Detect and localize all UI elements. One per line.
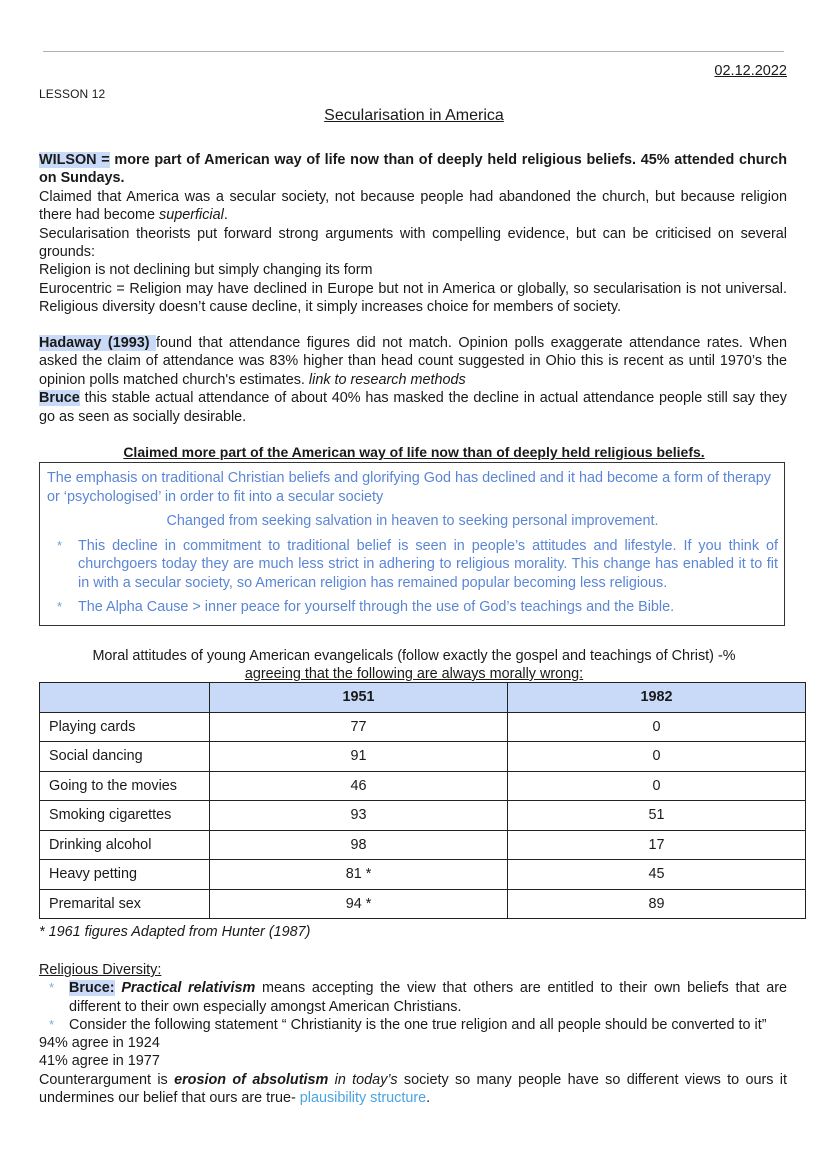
table-caption: Moral attitudes of young American evangelicals (follow exactly the gospel and teachings of Christ) -% agreeing that the following are always morally wrong: [92, 648, 736, 682]
table-row: Playing cards 77 0 [40, 712, 806, 742]
wilson-paragraph-4: Eurocentric = Religion may have declined in Europe but not in America or globally, so secularisation is not universal. Religious diversity doesn’t cause decline, it simply increases choice for members of society. [39, 280, 787, 316]
header-cell-1951: 1951 [210, 683, 508, 713]
asterisk-bullet-icon: * [49, 980, 55, 996]
table-row: Social dancing 91 0 [40, 742, 806, 772]
box-center-line: Changed from seeking salvation in heaven to seeking personal improvement. [166, 513, 659, 529]
table-header-row [40, 683, 806, 713]
asterisk-bullet-icon: * [57, 537, 63, 553]
wilson-name-highlight: WILSON = [39, 152, 110, 168]
table-footnote: * 1961 figures Adapted from Hunter (1987) [39, 924, 311, 940]
wilson-paragraph-1: Claimed that America was a secular society, not because people had abandoned the church, but because religion there had become superficial. [39, 188, 787, 224]
box-bullet-list [47, 537, 778, 617]
header-cell-blank [40, 683, 210, 713]
list-item: * Bruce: Practical relativism means accepting the view that others are entitled to their own beliefs that are different to their own especially amongst American Christians. [49, 980, 787, 1015]
list-item: * The Alpha Cause > inner peace for yourself through the use of God’s teachings and the Bible. [57, 599, 675, 615]
table-row: Heavy petting 81 * 45 [40, 860, 806, 890]
plausibility-structure-link[interactable]: plausibility structure [299, 1090, 427, 1107]
box-intro: The emphasis on traditional Christian beliefs and glorifying God has declined and it had become a form of therapy or ‘psychologised’ in order to fit into a secular society [47, 470, 771, 505]
header-cell-1982: 1982 [508, 683, 806, 713]
page-title: Secularisation in America [324, 107, 504, 124]
table-row: Drinking alcohol 98 17 [40, 830, 806, 860]
hadaway-paragraph: Hadaway (1993) found that attendance figures did not match. Opinion polls exaggerate attendance rates. When asked the claim of attendance was 83% higher than head count suggested in Ohio this is recent as until 1970’s the opinion polls matched church's estimates. link to research methods [39, 335, 787, 388]
list-item: * Consider the following statement “ Christianity is the one true religion and all people should be converted to it” [49, 1016, 767, 1033]
stat-1977: 41% agree in 1977 [39, 1053, 160, 1070]
counterargument-paragraph: Counterargument is erosion of absolutism in today’s society so many people have so different views to ours it undermines our belief that ours are true- plausibility structure. [39, 1071, 787, 1107]
asterisk-bullet-icon: * [57, 599, 63, 614]
wilson-paragraph-3: Religion is not declining but simply changing its form [39, 262, 373, 279]
summary-box [39, 462, 785, 626]
box-heading: Claimed more part of the American way of life now than of deeply held religious beliefs. [123, 444, 705, 460]
hadaway-section [39, 334, 787, 426]
wilson-paragraph-2: Secularisation theorists put forward strong arguments with compelling evidence, but can be criticised on several grounds: [39, 225, 787, 261]
diversity-bullet-list [39, 979, 787, 1034]
asterisk-bullet-icon: * [49, 1016, 55, 1032]
bruce-paragraph: Bruce this stable actual attendance of about 40% has masked the decline in actual attendance people still say they go as seen as socially desirable. [39, 390, 787, 425]
stat-1924: 94% agree in 1924 [39, 1035, 160, 1052]
research-methods-note: link to research methods [308, 371, 466, 388]
table-row: Smoking cigarettes 93 51 [40, 801, 806, 831]
section-heading: Religious Diversity: [39, 962, 162, 978]
list-item: * This decline in commitment to traditional belief is seen in people’s attitudes and lifestyle. If you think of churchgoers today they are much less strict in adhering to religious morality. This change has enabled it to fit in with a secular society, so American religion has remained popular becoming less religious. [57, 537, 778, 591]
document-date: 02.12.2022 [714, 63, 787, 79]
table-row: Going to the movies 46 0 [40, 771, 806, 801]
moral-attitudes-table [39, 682, 806, 919]
hadaway-name-highlight: Hadaway (1993) [39, 335, 157, 351]
bruce-name-highlight: Bruce: [69, 980, 115, 997]
wilson-section [39, 151, 787, 317]
lesson-label: LESSON 12 [39, 87, 106, 101]
religious-diversity-section [39, 961, 787, 1107]
wilson-claim: WILSON = more part of American way of life now than of deeply held religious beliefs. 45% attended church on Sundays. [39, 152, 787, 187]
bruce-name-highlight: Bruce [39, 390, 80, 407]
table-row: Premarital sex 94 * 89 [40, 889, 806, 919]
top-divider [43, 51, 784, 52]
